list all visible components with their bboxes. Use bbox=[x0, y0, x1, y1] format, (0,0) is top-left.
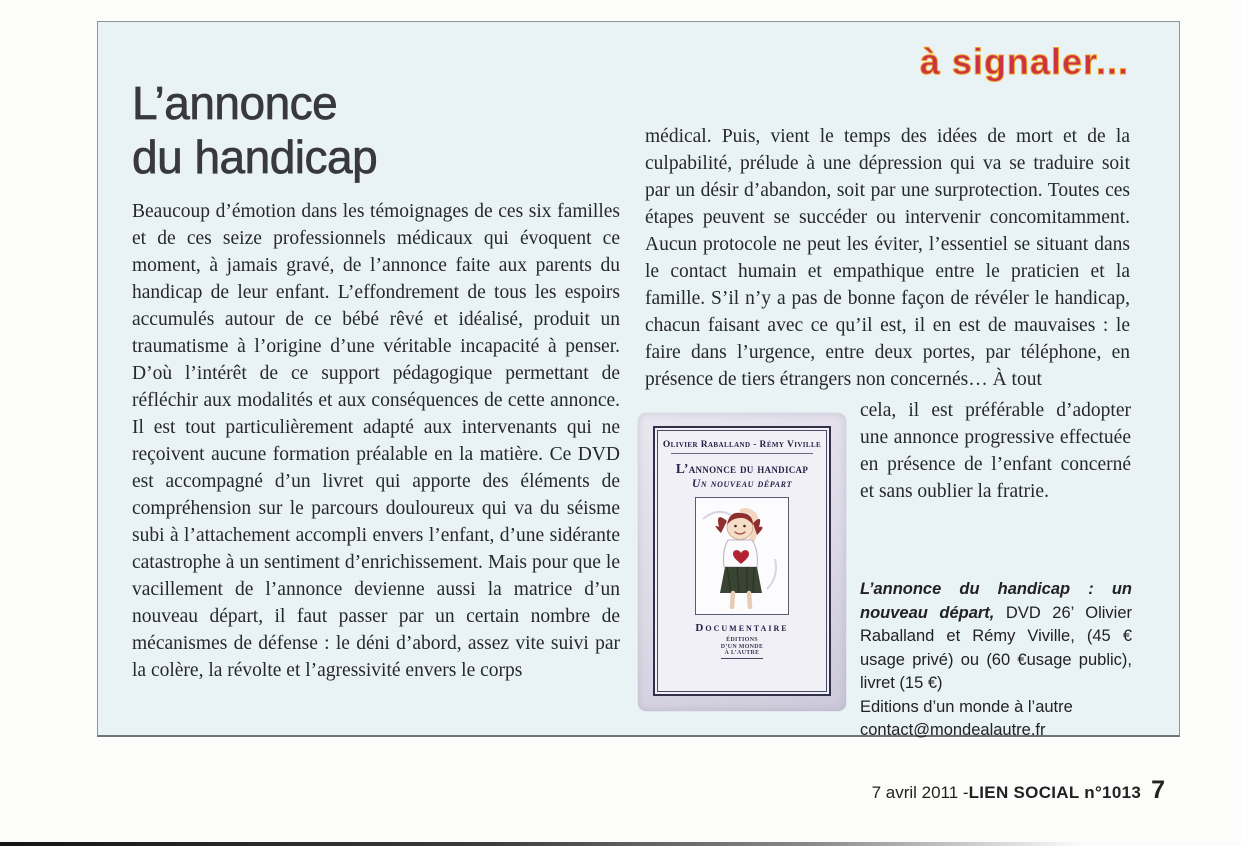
dvd-cover-rule bbox=[671, 453, 814, 454]
article-right-column-top: médical. Puis, vient le temps des idées de mort et de la culpabilité, prélude à une dépression qui va se traduire soit par un désir d’abandon, soit par une surprotection. Toutes ces étapes peuvent se succéder ou intervenir concomitamment. Aucun protocole ne peut les éviter, l’essentiel se situant dans le contact humain et empathique entre le praticien et la famille. S’il n’y a pas de bonne façon de révéler le handicap, chacun faisant avec ce qu’il est, il en est de mauvaises : le faire dans l’urgence, entre deux portes, par téléphone, en présence de tiers étrangers non concernés… À tout bbox=[645, 126, 1130, 390]
section-label: à signaler... bbox=[919, 41, 1129, 82]
publisher-logo-line1: ÉDITIONS bbox=[726, 637, 758, 643]
footer-journal-name: LIEN SOCIAL n°1013 bbox=[968, 783, 1142, 802]
footer-page-number: 7 bbox=[1151, 776, 1165, 804]
article-panel bbox=[97, 21, 1180, 737]
dvd-cover-art-frame bbox=[695, 497, 789, 615]
article-left-column: Beaucoup d’émotion dans les témoignages de ces six familles et de ces seize professionnels médicaux qui évoquent ce moment, à jamais gravé, de l’annonce faite aux parents du handicap de leur enfant. L’effondrement de tous les espoirs accumulés autour de ce bébé rêvé et idéalisé, produit un traumatisme à l’origine d’une véritable incapacité à penser. D’où l’intérêt de ce support pédagogique permettant de réfléchir aux modalités et aux conséquences de cette annonce. Il est tout particulièrement adapté aux intervenants qui ne reçoivent aucune formation préalable en la matière. Ce DVD est accompagné d’un livret qui apporte des éléments de compréhension sur le parcours douloureux qui va du séisme subi à l’attachement accompli envers l’enfant, d’une sidérante catastrophe à un sentiment d’enrichissement. Mais pour que le vacillement de l’annonce devienne aussi la matrice d’un nouveau départ, il faut passer par un certain nombre de mécanismes de défense : le déni d’abord, assez vite suivi par la colère, la révolte et l’agressivité envers le corps bbox=[132, 201, 620, 681]
caption-contact: contact@mondealautre.fr bbox=[860, 721, 1046, 739]
dvd-cover-genre: Documentaire bbox=[695, 622, 789, 634]
dvd-caption bbox=[860, 578, 1132, 743]
publisher-logo bbox=[721, 637, 764, 659]
caption-details: DVD 26’ Olivier Raballand et Rémy Viville, (45 € usage privé) ou (60 €usage public), livret (15 €) bbox=[860, 603, 1132, 692]
scan-artifact-bar bbox=[0, 842, 1085, 846]
caption-publisher: Editions d’un monde à l’autre bbox=[860, 697, 1073, 716]
publisher-logo-line2: D’UN MONDE bbox=[720, 643, 764, 650]
dvd-cover-subtitle: Un nouveau départ bbox=[691, 478, 793, 490]
page-title bbox=[132, 76, 377, 184]
publisher-logo-line3: À L’AUTRE bbox=[724, 650, 760, 656]
caption-title: L’annonce du handicap : un nouveau départ, bbox=[860, 580, 1132, 622]
dvd-cover-photo bbox=[638, 413, 846, 711]
footer-date: 7 avril 2011 - bbox=[871, 783, 969, 802]
page-title-line2: du handicap bbox=[132, 131, 378, 183]
page-title-line1: L’annonce bbox=[132, 77, 338, 129]
dvd-cover-title: L’annonce du handicap bbox=[675, 461, 809, 476]
article-right-column-beside-image: cela, il est préférable d’adopter une annonce progressive effectuée en présence de l’enfant concerné et sans oublier la fratrie. bbox=[860, 400, 1131, 502]
dvd-cover bbox=[653, 426, 831, 696]
girl-illustration-icon bbox=[697, 499, 787, 613]
page-footer bbox=[872, 776, 1165, 805]
dvd-cover-authors: Olivier Raballand - Rémy Viville bbox=[662, 440, 822, 450]
